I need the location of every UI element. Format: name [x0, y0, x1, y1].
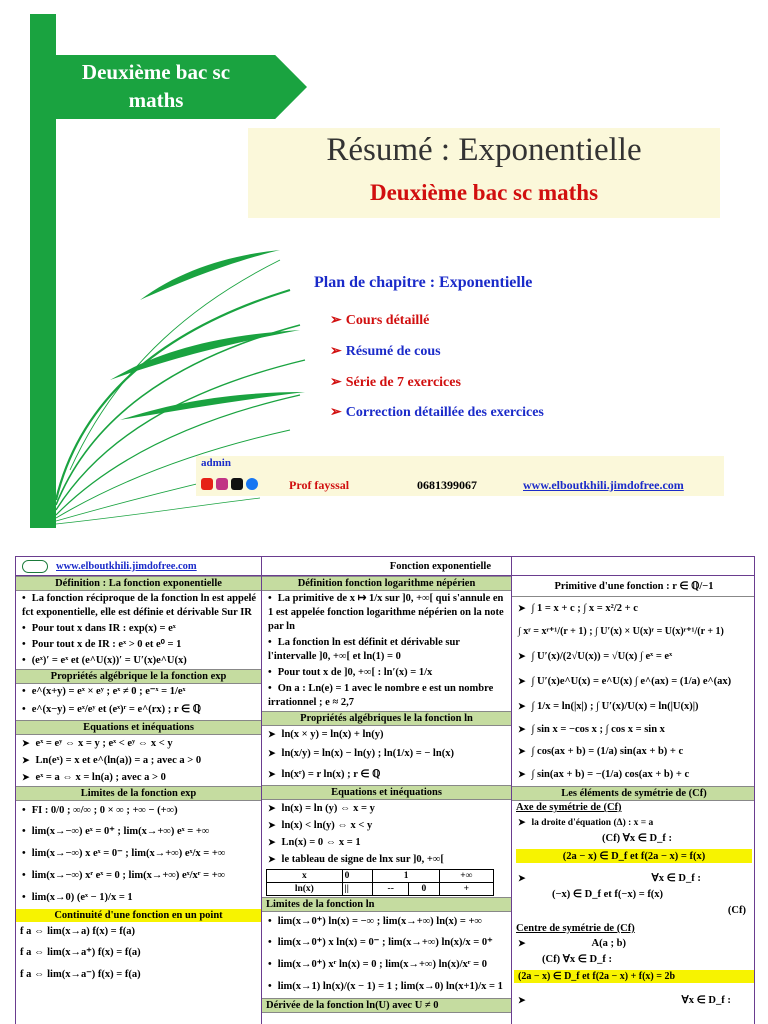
banner-title: Deuxième bac sc maths	[81, 60, 231, 112]
facebook-icon[interactable]	[246, 478, 258, 490]
admin-label: admin	[201, 457, 231, 469]
plan-item-cours[interactable]: ➢ Cours détaillé	[330, 313, 430, 328]
section-title: Equations et inéquations	[262, 785, 511, 800]
section-title: Les éléments de symétrie de (Cf)	[512, 786, 755, 801]
arrow-icon: ➢	[330, 313, 342, 328]
text-line: ➤ eˣ = eʸ ⇔ x = y ; eˣ < eʸ ⇔ x < y	[16, 735, 261, 752]
arrow-icon: ➢	[330, 375, 342, 390]
sign-cell: 0	[342, 870, 373, 883]
text-line: • On a : Ln(e) = 1 avec le nombre e est un nombre irrationnel ; e ≈ 2,7	[262, 681, 511, 711]
text-line: • lim(x→0⁺) xʳ ln(x) = 0 ; lim(x→+∞) ln(x)/xʳ = 0	[262, 954, 511, 976]
text-line: ➤ ln(x × y) = ln(x) + ln(y)	[262, 726, 511, 743]
text-line: ➤ ∫ sin(ax + b) = −(1/a) cos(ax + b) + c	[512, 763, 755, 786]
sign-cell: 0	[409, 883, 440, 896]
text-line: (Cf) ∀x ∈ D_f :	[542, 954, 612, 965]
sign-cell: --	[373, 883, 409, 896]
text-line: • Pour tout x de IR : eˣ > 0 et e⁰ = 1	[16, 637, 261, 653]
text-line: ➤ eˣ = a ⇔ x = ln(a) ; avec a > 0	[16, 769, 261, 786]
text-line: ➤ ∫ U′(x)e^U(x) = e^U(x) ∫ e^(ax) = (1/a) e^(ax)	[512, 669, 755, 694]
plan-item-resume[interactable]: ➢ Résumé de cous	[330, 344, 441, 359]
text-line: • e^(x+y) = eˣ × eʸ ; eˣ ≠ 0 ; e⁻ˣ = 1/eˣ	[16, 684, 261, 700]
text-line: ➤ la droite d'équation (Δ) : x = a	[512, 814, 755, 831]
sign-cell: ln(x)	[267, 883, 343, 896]
sign-cell: 1	[373, 870, 439, 883]
plan-item-serie[interactable]: ➢ Série de 7 exercices	[330, 375, 461, 390]
text-line: • La primitive de x ↦ 1/x sur ]0, +∞[ qui s'annule en 1 est appelée fonction logarithme népérien on la note par ln	[262, 591, 511, 635]
column-primitives	[512, 557, 755, 1024]
text-line: (Cf) ∀x ∈ D_f :	[602, 833, 672, 844]
section-title: Définition : La fonction exponentielle	[16, 576, 261, 591]
text-line: • lim(x→−∞) xʳ eˣ = 0 ; lim(x→+∞) eˣ/xʳ = +∞	[16, 865, 261, 887]
subsection-title: Centre de symétrie de (Cf)	[516, 923, 635, 934]
text-line: • La fonction réciproque de la fonction ln est appelé fct exponentielle, elle est définie et dérivable Sur IR	[16, 591, 261, 621]
phone-number: 0681399067	[417, 478, 477, 492]
text-line: ➤ ln(xʳ) = r ln(x) ; r ∈ ℚ	[262, 764, 511, 785]
highlight-line: (2a − x) ∈ D_f et f(2a − x) = f(x)	[516, 849, 752, 863]
section-title: Limites de la fonction exp	[16, 786, 261, 801]
section-title: Continuité d'une fonction en un point	[16, 909, 261, 922]
instagram-icon[interactable]	[216, 478, 228, 490]
text-line: ➤ ∫ U′(x)/(2√U(x)) = √U(x) ∫ eˣ = eˣ	[512, 644, 755, 669]
text-line: • (eˣ)′ = eˣ et (e^U(x))′ = U′(x)e^U(x)	[16, 653, 261, 669]
sign-cell: x	[267, 870, 343, 883]
text-line: • e^(x−y) = eˣ/eʸ et (eˣ)ʳ = e^(rx) ; r ∈ ℚ	[16, 700, 261, 720]
text-line: • lim(x→−∞) x eˣ = 0⁻ ; lim(x→+∞) eˣ/x = +∞	[16, 843, 261, 865]
text-line: ➤ ∫ cos(ax + b) = (1/a) sin(ax + b) + c	[512, 740, 755, 763]
sheet-header-center	[262, 557, 511, 576]
plan-item-correction[interactable]: ➢ Correction détaillée des exercices	[330, 405, 544, 420]
sign-cell: ||	[342, 883, 373, 896]
section-title: Limites de la fonction ln	[262, 897, 511, 912]
text-line: ➤ ∫ sin x = −cos x ; ∫ cos x = sin x	[512, 719, 755, 740]
header-title: Fonction exponentielle	[389, 560, 491, 572]
text-line: f a ⇔ lim(x→a) f(x) = f(a)	[20, 926, 136, 937]
plan-title: Plan de chapitre : Exponentielle	[314, 274, 533, 291]
sign-cell: +	[439, 883, 493, 896]
text-line: • FI : 0/0 ; ∞/∞ ; 0 × ∞ ; +∞ − (+∞)	[16, 801, 261, 821]
logo-icon	[22, 560, 48, 573]
section-title: Propriétés algébriques le la fonction ln	[262, 711, 511, 726]
arrow-icon: ➢	[330, 344, 342, 359]
sign-cell: +∞	[439, 870, 493, 883]
highlight-line: (2a − x) ∈ D_f et f(2a − x) + f(x) = 2b	[514, 970, 754, 983]
text-line: • Pour tout x dans IR : exp(x) = eˣ	[16, 621, 261, 637]
text-line: ➤ ln(x/y) = ln(x) − ln(y) ; ln(1/x) = − ln(x)	[262, 743, 511, 764]
text-line: ➤ ln(x) < ln(y) ⇔ x < y	[262, 817, 511, 834]
text-line: • lim(x→0⁺) ln(x) = −∞ ; lim(x→+∞) ln(x) = +∞	[262, 912, 511, 932]
text-line: • lim(x→0⁺) x ln(x) = 0⁻ ; lim(x→+∞) ln(x)/x = 0⁺	[262, 932, 511, 954]
column-exp	[16, 557, 262, 1024]
section-title: Définition fonction logarithme népérien	[262, 576, 511, 591]
sheet-header-left	[16, 557, 261, 576]
header-site-link[interactable]: www.elboutkhili.jimdofree.com	[56, 560, 197, 572]
site-link[interactable]: www.elboutkhili.jimdofree.com	[523, 478, 684, 492]
main-title: Résumé : Exponentielle	[326, 132, 642, 168]
text-line: • La fonction ln est définit et dérivable sur l'intervalle ]0, +∞[ et ln(1) = 0	[262, 635, 511, 665]
text-line: (−x) ∈ D_f et f(−x) = f(x)	[552, 889, 664, 900]
text-line: ➤ ∀x ∈ D_f :	[512, 985, 755, 1009]
prof-name: Prof fayssal	[289, 478, 350, 492]
section-title: Primitive d'une fonction : r ∈ ℚ/−1	[512, 576, 755, 597]
text-line: ➤ ∫ 1/x = ln(|x|) ; ∫ U′(x)/U(x) = ln(|U(x)|)	[512, 694, 755, 719]
sign-table	[266, 869, 494, 896]
text-line: • Pour tout x de ]0, +∞[ : ln′(x) = 1/x	[262, 665, 511, 681]
sheet-header-right	[512, 557, 755, 576]
text-line: (Cf)	[727, 905, 746, 916]
text-line: f a ⇔ lim(x→a⁺) f(x) = f(a)	[20, 947, 141, 958]
text-line: ➤ le tableau de signe de lnx sur ]0, +∞[	[262, 851, 511, 868]
tiktok-icon[interactable]	[231, 478, 243, 490]
summary-sheet	[15, 556, 755, 1024]
section-title: Equations et inéquations	[16, 720, 261, 735]
text-line: ➤ Ln(eˣ) = x et e^(ln(a)) = a ; avec a > 0	[16, 752, 261, 769]
text-line: ∫ xʳ = xʳ⁺¹/(r + 1) ; ∫ U′(x) × U(x)ʳ = U(x)ʳ⁺¹/(r + 1)	[518, 626, 724, 637]
text-line: ➤ ∀x ∈ D_f :	[512, 865, 755, 887]
text-line: ➤ ∫ 1 = x + c ; ∫ x = x²/2 + c	[512, 597, 755, 620]
text-line: f a ⇔ lim(x→a⁻) f(x) = f(a)	[20, 969, 141, 980]
subtitle: Deuxième bac sc maths	[369, 180, 599, 205]
youtube-icon[interactable]	[201, 478, 213, 490]
column-ln	[262, 557, 512, 1024]
arrow-icon: ➢	[330, 405, 342, 420]
section-title: Dérivée de la fonction ln(U) avec U ≠ 0	[262, 998, 511, 1013]
section-title: Propriétés algébrique le la fonction exp	[16, 669, 261, 684]
text-line: • lim(x→−∞) eˣ = 0⁺ ; lim(x→+∞) eˣ = +∞	[16, 821, 261, 843]
text-line: ➤ ln(x) = ln (y) ⇔ x = y	[262, 800, 511, 817]
text-line: ➤ A(a ; b)	[512, 935, 755, 952]
text-line: • lim(x→1) ln(x)/(x − 1) = 1 ; lim(x→0) ln(x+1)/x = 1	[262, 976, 511, 998]
text-line: • lim(x→0) (eˣ − 1)/x = 1	[16, 887, 261, 909]
subsection-title: Axe de symétrie de (Cf)	[516, 802, 622, 813]
text-line: ➤ Ln(x) = 0 ⇔ x = 1	[262, 834, 511, 851]
